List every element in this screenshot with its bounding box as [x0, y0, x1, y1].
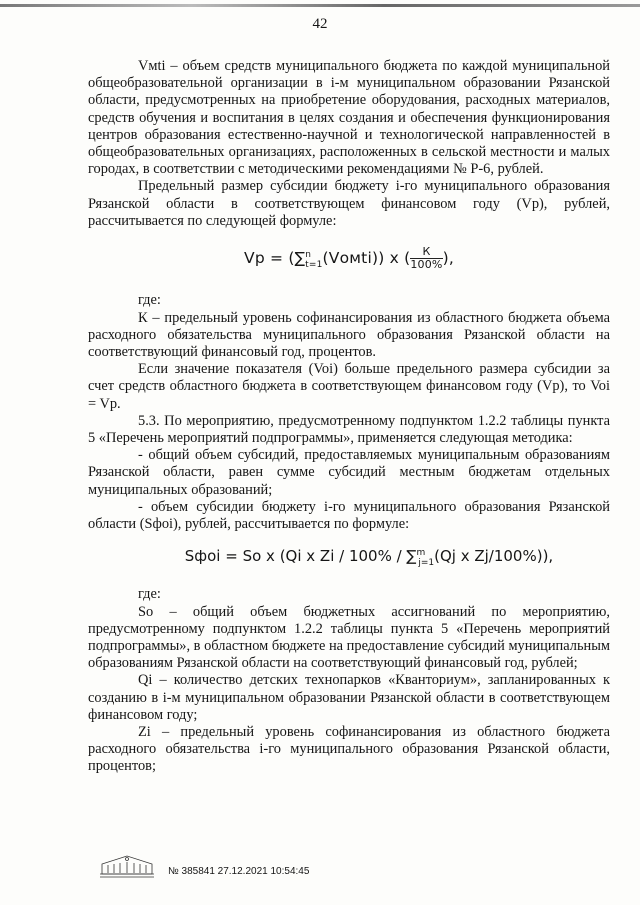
paragraph-total-subsidy: - общий объем субсидий, предоставляемых муниципальным образованиям Рязанской области, равен сумме субсидий местным бюджетам отдельных муниципальных образований;	[88, 447, 610, 498]
formula-sfoi-end: (Qj x Zj/100%)),	[434, 547, 554, 566]
formula-vp-left: Vp = (∑	[244, 249, 306, 268]
paragraph-limit-size: Предельный размер субсидии бюджету i-го муниципального образования Рязанской области в соответствующем финансовом году (Vp), рублей, рассчитывается по следующей формуле:	[88, 178, 610, 229]
formula-vp-numerator: К	[422, 245, 431, 259]
paragraph-5-3: 5.3. По мероприятию, предусмотренному подпунктом 1.2.2 таблицы пункта 5 «Перечень мероприятий подпрограммы», применяется следующая методика:	[88, 412, 610, 446]
formula-sfoi-left: Sфoi = So x (Qi x Zi / 100% / ∑	[184, 547, 417, 566]
formula-vp-sub: t=1	[305, 260, 323, 271]
building-stamp-icon	[98, 852, 156, 880]
formula-vp-mid: (Vомti)) x (	[322, 249, 411, 268]
formula-sfoi-sub: j=1	[418, 558, 435, 569]
formula-vp-sup: n	[305, 249, 312, 260]
formula-sfoi	[128, 545, 610, 572]
paragraph-sfoi: - объем субсидии бюджету i-го муниципального образования Рязанской области (Sфoi), рублей, рассчитывается по формуле:	[88, 498, 610, 532]
paragraph-zi: Zi – предельный уровень софинансирования из областного бюджета расходного обязательства i-го муниципального образования Рязанской области, процентов;	[88, 724, 610, 775]
paragraph-qi: Qi – количество детских технопарков «Кванториум», запланированных к созданию в i-м муниципальном образовании Рязанской области в соответствующем финансовом году;	[88, 672, 610, 723]
formula-sfoi-sup: m	[416, 548, 426, 559]
gde-label-1: где:	[138, 292, 161, 309]
formula-vp-end: ),	[442, 249, 454, 268]
gde-label-2: где:	[138, 586, 161, 603]
paragraph-voi: Если значение показателя (Voi) больше предельного размера субсидии за счет средств областного бюджета в соответствующем финансовом году (Vp), то Voi = Vp.	[88, 361, 610, 412]
document-body	[88, 58, 610, 776]
paragraph-so: So – общий объем бюджетных ассигнований по мероприятию, предусмотренному подпунктом 1.2.2 таблицы пункта 5 «Перечень мероприятий подпрограммы», в областном бюджете на предоставление субсидий муниципальным образованиям Рязанской области на соответствующий финансовый год, рублей;	[88, 603, 610, 672]
document-registration-stamp: № 385841 27.12.2021 10:54:45	[168, 866, 310, 877]
formula-vp-fraction	[410, 246, 442, 271]
paragraph-vmti: Vмti – объем средств муниципального бюджета по каждой муниципальной общеобразовательной организации в i-м муниципальном образовании Рязанской области, предусмотренных на приобретение оборудования, расходных материалов, средств обучения и воспитания в целях создания и обеспечения функционирования центров образования естественно-научной и технологической направленностей в общеобразовательных организациях, расположенных в сельской местности и малых городах, в соответствии с методическими рекомендациями № Р-6, рублей.	[88, 58, 610, 178]
top-edge-line	[0, 4, 640, 7]
page-number: 42	[312, 16, 328, 32]
formula-vp-denominator: 100%	[410, 258, 443, 272]
formula-vp	[88, 246, 610, 274]
document-footer	[98, 852, 458, 882]
paragraph-k: К – предельный уровень софинансирования из областного бюджета объема расходного обязательства муниципального образования Рязанской области на соответствующий финансовый год, процентов.	[88, 309, 610, 360]
